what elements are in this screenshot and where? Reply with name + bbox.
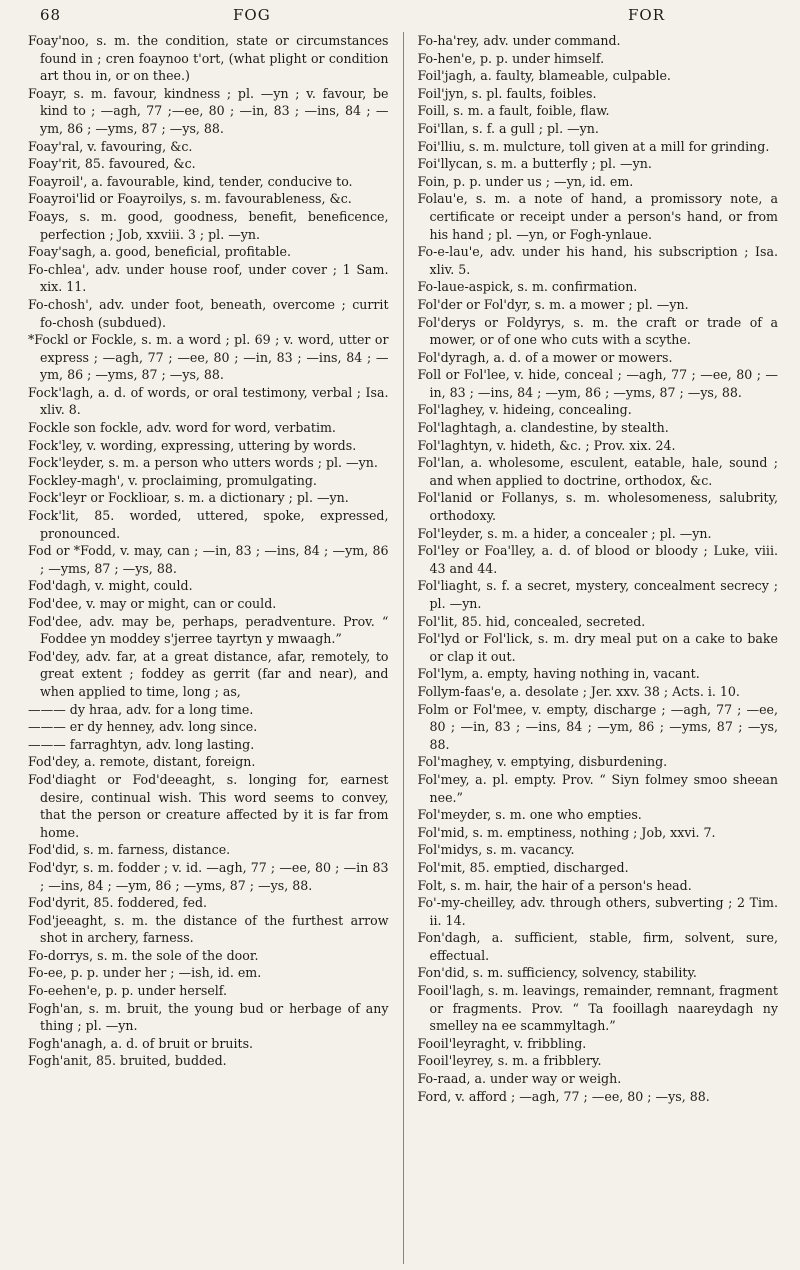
- dictionary-entry: Fo-chosh', adv. under foot, beneath, overcome ; currit fo-chosh (subdued).: [28, 296, 389, 330]
- right-running-head: FOR: [628, 6, 665, 24]
- dictionary-entry: Fol'lit, 85. hid, concealed, secreted.: [417, 613, 646, 629]
- dictionary-entry: Fol'laghey, v. hideing, concealing.: [417, 402, 632, 418]
- dictionary-entry: Fod'did, s. m. farness, distance.: [28, 842, 231, 858]
- dictionary-entry: Fol'lanid or Follanys, s. m. wholesomeness, salubrity, orthodoxy.: [417, 490, 778, 524]
- dictionary-entry: Fockle son fockle, adv. word for word, verbatim.: [28, 420, 336, 436]
- page-number: 68: [40, 6, 62, 24]
- dictionary-entry: Fod'dyrit, 85. foddered, fed.: [28, 895, 208, 911]
- dictionary-entry: Foayroi'lid or Foayroilys, s. m. favourableness, &c.: [28, 191, 352, 207]
- dictionary-entry: Folau'e, s. m. a note of hand, a promissory note, a certificate or receipt under a person's hand, or from his hand ; pl. —yn, or Fogh-ynlaue.: [417, 191, 778, 242]
- dictionary-entry: Fol'mit, 85. emptied, discharged.: [417, 859, 629, 875]
- dictionary-entry: Fo-ee, p. p. under her ; —ish, id. em.: [28, 965, 262, 981]
- dictionary-entry: Fod'diaght or Fod'deeaght, s. longing for, earnest desire, continual wish. This word seems to convey, that the person or creature affected by it is far from home.: [28, 771, 389, 840]
- dictionary-entry: Foays, s. m. good, goodness, benefit, beneficence, perfection ; Job, xxviii. 3 ; pl. —yn.: [28, 208, 389, 242]
- dictionary-entry: Fol'liaght, s. f. a secret, mystery, concealment secrecy ; pl. —yn.: [417, 578, 778, 611]
- dictionary-entry: Fo-ha'rey, adv. under command.: [417, 33, 621, 48]
- dictionary-entry: Fooil'leyrey, s. m. a fribblery.: [417, 1053, 602, 1069]
- dictionary-entry: Fol'midys, s. m. vacancy.: [417, 842, 575, 858]
- dictionary-entry: Foin, p. p. under us ; —yn, id. em.: [417, 173, 634, 189]
- dictionary-entry: Fol'ley or Foa'lley, a. d. of blood or bloody ; Luke, viii. 43 and 44.: [417, 543, 778, 576]
- dictionary-entry: Foill, s. m. a fault, foible, flaw.: [417, 103, 610, 119]
- dictionary-entry: Fol'mid, s. m. emptiness, nothing ; Job, xxvi. 7.: [417, 824, 716, 840]
- dictionary-entry: Foayroil', a. favourable, kind, tender, conducive to.: [28, 173, 353, 189]
- running-header: [28, 4, 778, 26]
- two-column-body: [28, 32, 778, 1264]
- dictionary-entry: ——— farraghtyn, adv. long lasting.: [28, 736, 255, 752]
- dictionary-entry: Fol'mey, a. pl. empty. Prov. “ Siyn folmey smoo sheean nee.”: [417, 771, 778, 805]
- dictionary-entry: Foil'jagh, a. faulty, blameable, culpable.: [417, 68, 671, 84]
- dictionary-entry: Fol'lym, a. empty, having nothing in, vacant.: [417, 666, 700, 682]
- left-running-head: FOG: [233, 6, 271, 24]
- dictionary-entry: Fock'lagh, a. d. of words, or oral testimony, verbal ; Isa. xliv. 8.: [28, 384, 389, 418]
- dictionary-entry: Fock'leyr or Focklioar, s. m. a dictionary ; pl. —yn.: [28, 490, 349, 506]
- dictionary-entry: Fo-laue-aspick, s. m. confirmation.: [417, 279, 638, 295]
- dictionary-entry: Foi'lliu, s. m. mulcture, toll given at a mill for grinding.: [417, 138, 770, 154]
- dictionary-entry: Foll or Fol'lee, v. hide, conceal ; —agh, 77 ; —ee, 80 ; —in, 83 ; —ins, 84 ; —ym, 86 ; —yms, 87 ; —ys, 88.: [417, 367, 778, 400]
- dictionary-entry: Folm or Fol'mee, v. empty, discharge ; —agh, 77 ; —ee, 80 ; —in, 83 ; —ins, 84 ; —ym, 86 ; —yms, 87 ; —ys, 88.: [417, 701, 778, 752]
- dictionary-entry: Fo-raad, a. under way or weigh.: [417, 1071, 622, 1087]
- left-column: [28, 32, 404, 1264]
- dictionary-entry: Fooil'lagh, s. m. leavings, remainder, remnant, fragment or fragments. Prov. “ Ta fooillagh naareydagh ny smelley na ee scammyltagh.”: [417, 983, 778, 1034]
- dictionary-entry: Foayr, s. m. favour, kindness ; pl. —yn ; v. favour, be kind to ; —agh, 77 ;—ee, 80 ; —in, 83 ; —ins, 84 ; —ym, 86 ; —yms, 87 ; —ys, 88.: [28, 85, 389, 136]
- dictionary-entry: Foil'jyn, s. pl. faults, foibles.: [417, 85, 597, 101]
- dictionary-entry: Fol'lyd or Fol'lick, s. m. dry meal put on a cake to bake or clap it out.: [417, 631, 778, 664]
- dictionary-entry: Fock'ley, v. wording, expressing, uttering by words.: [28, 437, 357, 453]
- dictionary-entry: Fock'lit, 85. worded, uttered, spoke, expressed, pronounced.: [28, 508, 389, 541]
- dictionary-entry: Foi'llycan, s. m. a butterfly ; pl. —yn.: [417, 156, 652, 172]
- dictionary-entry: Fol'leyder, s. m. a hider, a concealer ; pl. —yn.: [417, 525, 712, 541]
- dictionary-entry: Fo-hen'e, p. p. under himself.: [417, 50, 605, 66]
- dictionary-entry: Foay'ral, v. favouring, &c.: [28, 138, 193, 154]
- dictionary-entry: Follym-faas'e, a. desolate ; Jer. xxv. 38 ; Acts. i. 10.: [417, 683, 740, 699]
- dictionary-entry: Fol'laghtyn, v. hideth, &c. ; Prov. xix. 24.: [417, 437, 676, 453]
- dictionary-entry: *Fockl or Fockle, s. m. a word ; pl. 69 ; v. word, utter or express ; —agh, 77 ; —ee, 80 ; —in, 83 ; —ins, 84 ; —ym, 86 ; —yms, 87 ; —ys, 88.: [28, 332, 389, 383]
- dictionary-entry: Fo-chlea', adv. under house roof, under cover ; 1 Sam. xix. 11.: [28, 261, 389, 295]
- dictionary-entry: Fol'derys or Foldyrys, s. m. the craft or trade of a mower, or of one who cuts with a scythe.: [417, 314, 778, 348]
- dictionary-entry: Fol'maghey, v. emptying, disburdening.: [417, 754, 668, 770]
- dictionary-entry: Fockley-magh', v. proclaiming, promulgating.: [28, 472, 317, 488]
- dictionary-entry: Fo'-my-cheilley, adv. through others, subverting ; 2 Tim. ii. 14.: [417, 895, 778, 928]
- dictionary-entry: Fol'dyragh, a. d. of a mower or mowers.: [417, 349, 673, 365]
- dictionary-entry: Fol'laghtagh, a. clandestine, by stealth.: [417, 420, 669, 436]
- dictionary-entry: Foay'noo, s. m. the condition, state or circumstances found in ; cren foaynoo t'ort, (what plight or condition art thou in, or on thee.): [28, 33, 389, 84]
- dictionary-entry: Fod'dey, a. remote, distant, foreign.: [28, 754, 256, 770]
- dictionary-entry: Fogh'anagh, a. d. of bruit or bruits.: [28, 1035, 254, 1051]
- dictionary-entry: Folt, s. m. hair, the hair of a person's head.: [417, 877, 692, 893]
- dictionary-entry: Fon'dagh, a. sufficient, stable, firm, solvent, sure, effectual.: [417, 930, 778, 963]
- dictionary-entry: Fod'dee, v. may or might, can or could.: [28, 596, 277, 611]
- dictionary-entry: Fon'did, s. m. sufficiency, solvency, stability.: [417, 965, 697, 981]
- dictionary-entry: ——— dy hraa, adv. for a long time.: [28, 701, 254, 717]
- dictionary-entry: Foay'rit, 85. favoured, &c.: [28, 156, 196, 172]
- dictionary-entry: Fo-dorrys, s. m. the sole of the door.: [28, 947, 259, 963]
- dictionary-entry: Fo-e-lau'e, adv. under his hand, his subscription ; Isa. xliv. 5.: [417, 244, 778, 277]
- dictionary-entry: Foay'sagh, a. good, beneficial, profitable.: [28, 244, 291, 260]
- dictionary-entry: Fod'dyr, s. m. fodder ; v. id. —agh, 77 ; —ee, 80 ; —in 83 ; —ins, 84 ; —ym, 86 ; —yms, 87 ; —ys, 88.: [28, 859, 389, 893]
- dictionary-entry: Fod'dagh, v. might, could.: [28, 578, 193, 594]
- dictionary-entry: Fogh'anit, 85. bruited, budded.: [28, 1053, 227, 1069]
- dictionary-entry: Fod'dey, adv. far, at a great distance, afar, remotely, to great extent ; foddey as gerrit (far and near), and when applied to time, long ; as,: [28, 648, 389, 699]
- right-column: [404, 32, 779, 1264]
- dictionary-entry: Fol'lan, a. wholesome, esculent, eatable, hale, sound ; and when applied to doctrine, orthodox, &c.: [417, 455, 778, 488]
- dictionary-entry: Fod'jeeaght, s. m. the distance of the furthest arrow shot in archery, farness.: [28, 912, 389, 946]
- dictionary-entry: Fogh'an, s. m. bruit, the young bud or herbage of any thing ; pl. —yn.: [28, 1000, 389, 1034]
- dictionary-entry: ——— er dy henney, adv. long since.: [28, 719, 258, 735]
- dictionary-entry: Ford, v. afford ; —agh, 77 ; —ee, 80 ; —ys, 88.: [417, 1088, 710, 1104]
- dictionary-entry: Fol'meyder, s. m. one who empties.: [417, 807, 642, 823]
- dictionary-entry: Foi'llan, s. f. a gull ; pl. —yn.: [417, 120, 599, 136]
- dictionary-entry: Fo-eehen'e, p. p. under herself.: [28, 983, 228, 999]
- dictionary-entry: Fod or *Fodd, v. may, can ; —in, 83 ; —ins, 84 ; —ym, 86 ; —yms, 87 ; —ys, 88.: [28, 543, 389, 576]
- dictionary-entry: Fod'dee, adv. may be, perhaps, peradventure. Prov. “ Foddee yn moddey s'jerree tayrtyn y mwaagh.”: [28, 613, 389, 647]
- dictionary-entry: Fooil'leyraght, v. fribbling.: [417, 1035, 587, 1051]
- dictionary-entry: Fol'der or Fol'dyr, s. m. a mower ; pl. —yn.: [417, 296, 689, 312]
- dictionary-entry: Fock'leyder, s. m. a person who utters words ; pl. —yn.: [28, 455, 378, 471]
